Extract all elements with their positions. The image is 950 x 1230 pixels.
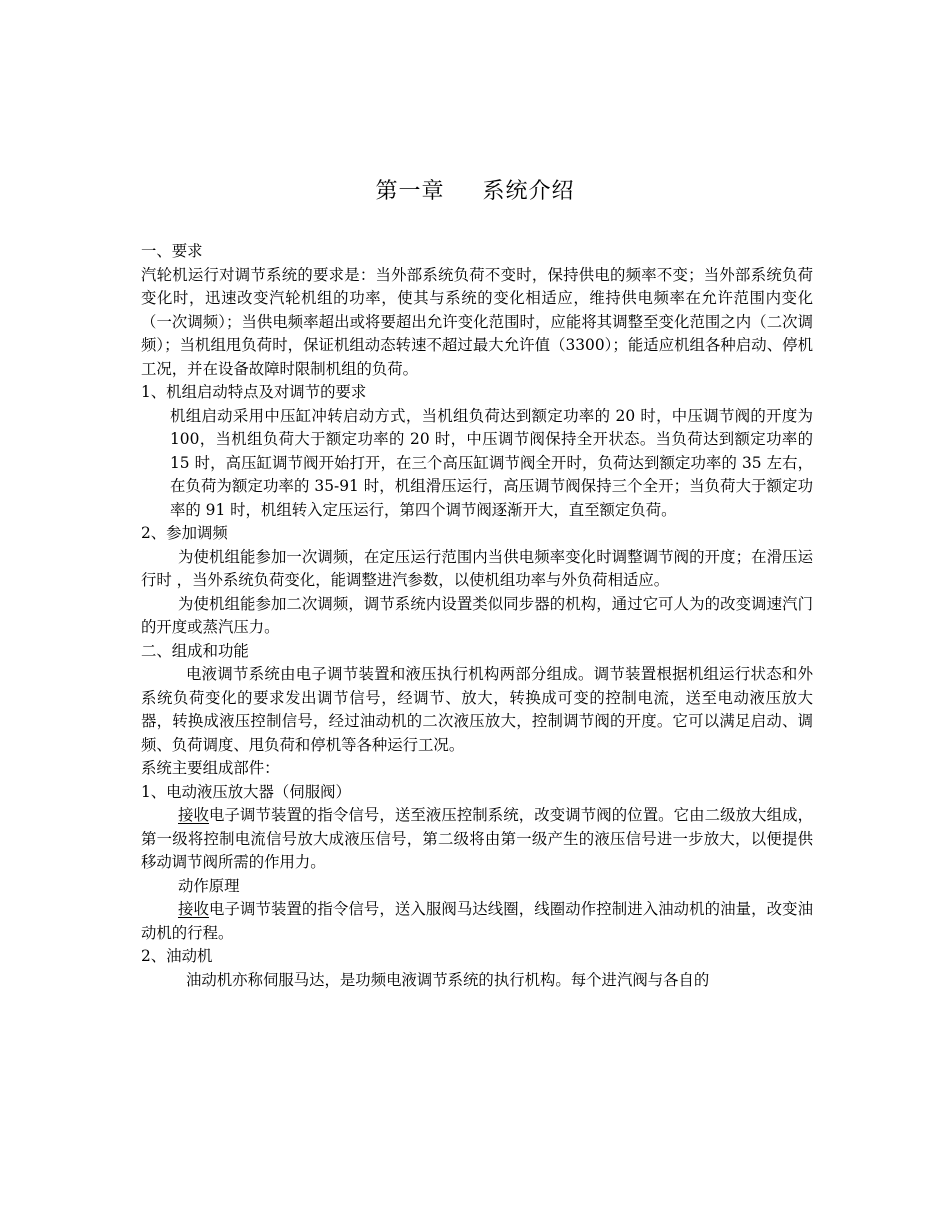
document-body	[141, 240, 813, 992]
underlined-term: 接收	[178, 806, 209, 824]
paragraph: 油动机亦称伺服马达，是功频电液调节系统的执行机构。每个进汽阀与各自的	[186, 970, 710, 989]
paragraph: 电液调节系统由电子调节装置和液压执行机构两部分组成。调节装置根据机组运行状态和外系统负荷变化的要求发出调节信号，经调节、放大，转换成可变的控制电流，送至电动液压放大器，转换成液压控制信号，经过油动机的二次液压放大，控制调节阀的开度。它可以满足启动、调频、负荷调度、甩负荷和停机等各种运行工况。	[141, 665, 813, 754]
chapter-title	[0, 174, 950, 205]
paragraph: 接收电子调节装置的指令信号，送至液压控制系统，改变调节阀的位置。它由二级放大组成，第一级将控制电流信号放大成液压信号，第二级将由第一级产生的液压信号进一步放大，以便提供移动调节阀所需的作用力。	[141, 806, 813, 871]
list-heading: 系统主要组成部件：	[141, 759, 280, 777]
subsection-heading: 2、参加调频	[141, 524, 228, 542]
chapter-number: 第一章	[375, 179, 445, 204]
paragraph: 机组启动采用中压缸冲转启动方式，当机组负荷达到额定功率的 20 时，中压调节阀的开度为 100，当机组负荷大于额定功率的 20 时，中压调节阀保持全开状态。当负荷达到额定功率的 15 时，高压缸调节阀开始打开，在三个高压缸调节阀全开时，负荷达到额定功率的 35 左右，在负荷为额定功率的 35-91 时，机组滑压运行，高压调节阀保持三个全开；当负荷大于额定功率的 91 时，机组转入定压运行，第四个调节阀逐渐开大，直至额定负荷。	[170, 406, 813, 519]
paragraph: 为使机组能参加一次调频，在定压运行范围内当供电频率变化时调整调节阀的开度；在滑压运行时 ，当外系统负荷变化，能调整进汽参数，以使机组功率与外负荷相适应。	[141, 547, 813, 589]
subsection-heading: 2、油动机	[141, 947, 213, 965]
subsection-heading: 1、机组启动特点及对调节的要求	[141, 383, 367, 401]
paragraph: 汽轮机运行对调节系统的要求是：当外部系统负荷不变时，保持供电的频率不变；当外部系统负荷变化时，迅速改变汽轮机组的功率，使其与系统的变化相适应，维持供电频率在允许范围内变化（一次调频）；当供电频率超出或将要超出允许变化范围时，应能将其调整至变化范围之内（二次调频）；当机组甩负荷时，保证机组动态转速不超过最大允许值（3300）；能适应机组各种启动、停机工况，并在设备故障时限制机组的负荷。	[141, 265, 813, 378]
sub-heading: 动作原理	[178, 876, 240, 895]
chapter-name: 系统介绍	[482, 179, 575, 204]
section-heading: 二、组成和功能	[141, 641, 249, 660]
underlined-term: 接收	[178, 900, 209, 918]
paragraph: 接收电子调节装置的指令信号，送入服阀马达线圈，线圈动作控制进入油动机的油量，改变油动机的行程。	[141, 900, 813, 942]
paragraph: 为使机组能参加二次调频，调节系统内设置类似同步器的机构，通过它可人为的改变调速汽门的开度或蒸汽压力。	[141, 594, 813, 636]
section-heading: 一、要求	[141, 242, 203, 260]
subsection-heading: 1、电动液压放大器（伺服阀）	[141, 782, 351, 801]
